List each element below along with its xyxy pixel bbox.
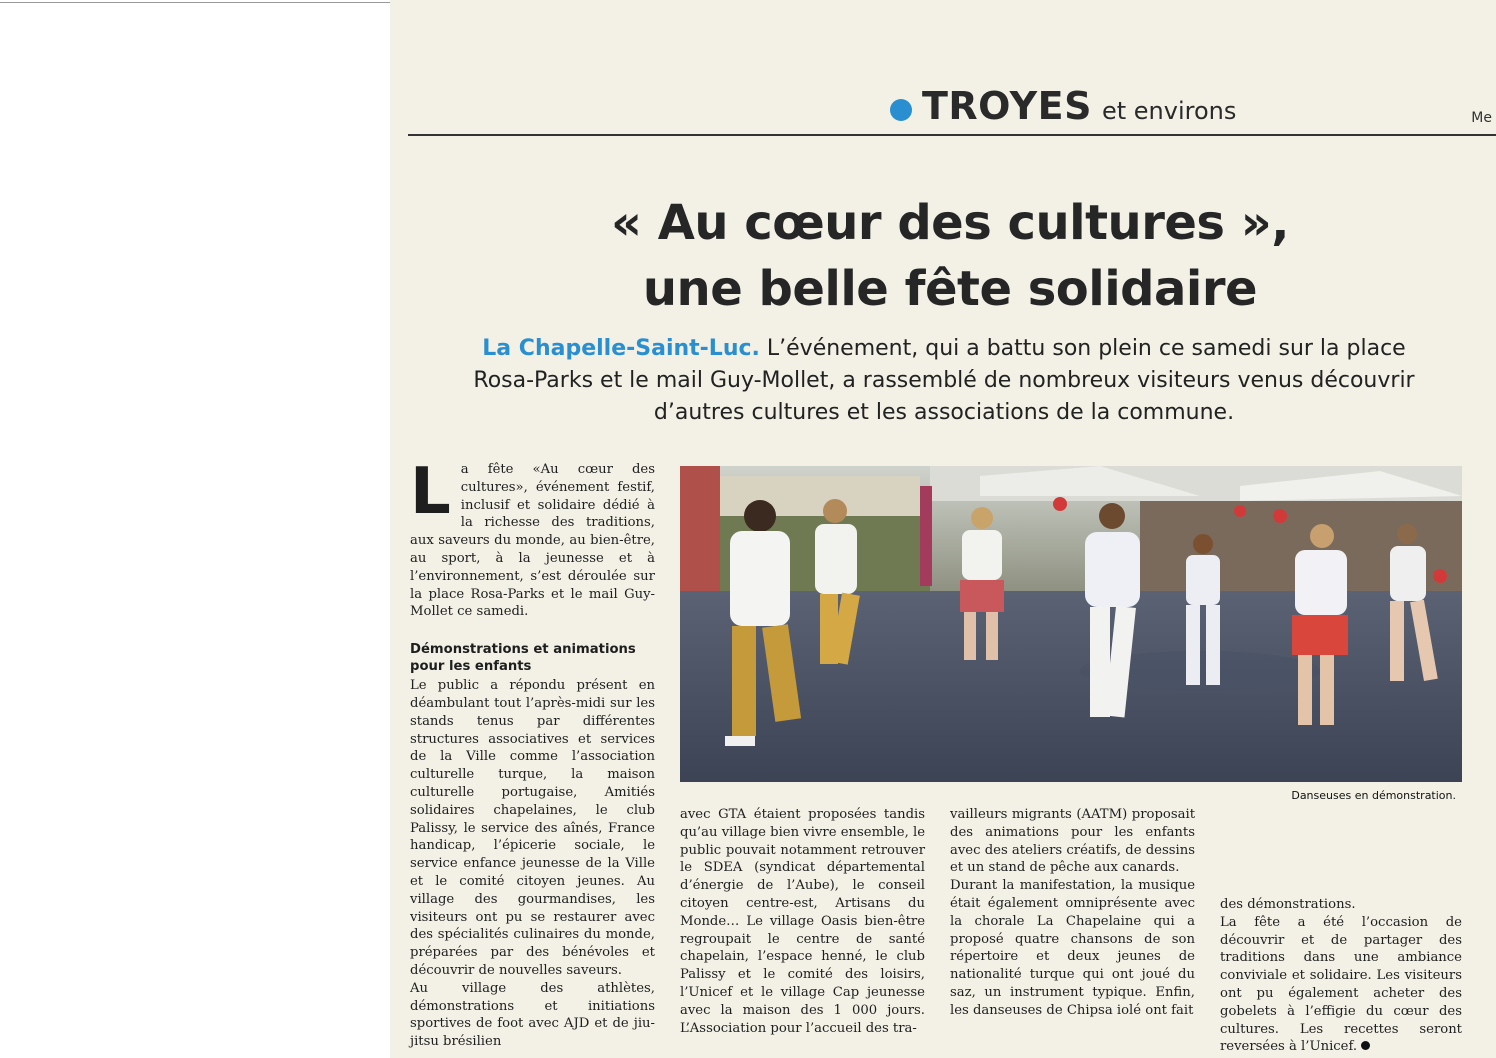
- dancers-photo-image: [680, 466, 1462, 782]
- closing-text: La fête a été l’occasion de découvrir et de partager des traditions dans une ambiance conviviale et solidaire. Les visiteurs ont pu également acheter des gobelets à l’effigie du cœur des cultures. Les recettes seront reversées à l’Unicef.: [1220, 914, 1462, 1055]
- header-rule: [408, 134, 1496, 136]
- article-lede: [414, 333, 1474, 429]
- drop-cap: L: [410, 455, 451, 529]
- article-column-3: [950, 806, 1195, 1020]
- article-subhead: Démonstrations et animations pour les enfants: [410, 642, 636, 675]
- newspaper-page: [390, 0, 1496, 1058]
- headline-line-1: « Au cœur des cultures »,: [611, 195, 1289, 251]
- column-2-paragraph: avec GTA étaient proposées tandis qu’au village bien vivre ensemble, le public pouvait notamment retrouver le SDEA (syndicat départemental d’énergie de l’Aube), le conseil citoyen centre-est, Artisans du Monde… Le village Oasis bien-être regroupait le centre de santé chapelain, l’espace henné, le club Palissy et le comité des loisirs, l’Unicef et le village Cap jeunesse avec la maison des 1 000 jours. L’Association pour l’accueil des tra-: [680, 807, 925, 1036]
- lede-line-1: [414, 333, 1474, 365]
- article-column-1: [410, 455, 655, 1051]
- section-title: TROYES: [922, 84, 1092, 128]
- column-3-paragraph-1: vailleurs migrants (AATM) proposait des animations pour les enfants avec des ateliers créatifs, de dessins et un stand de pêche aux canards.: [950, 807, 1195, 876]
- section-header: [890, 84, 1236, 134]
- page-edge-text: Me: [1471, 110, 1492, 126]
- lede-line-3: d’autres cultures et les associations de la commune.: [653, 400, 1235, 425]
- column-3-paragraph-2: Durant la manifestation, la musique était également omniprésente avec la chorale La Chapelaine qui a proposé quatre chansons de son répertoire et deux jeunes de nationalité turque qui ont joué du saz, un instrument typique. Enfin, les danseuses de Chipsa iolé ont fait: [950, 878, 1195, 1018]
- intro-text: a fête «Au cœur des cultures», événement festif, inclusif et solidaire dédié à la richesse des traditions, aux saveurs du monde, au bien-être, au sport, à la jeunesse et à l’environnement, s’est déroulée sur la place Rosa-Parks et le mail Guy-Mollet ce samedi.: [410, 462, 655, 620]
- lede-line-2: Rosa-Parks et le mail Guy-Mollet, a rassemblé de nombreux visiteurs venus découvrir: [473, 368, 1415, 393]
- column-1-paragraph-3: Au village des athlètes, démonstrations et initiations sportives de foot avec AJD et de jiu-jitsu brésilien: [410, 980, 655, 1050]
- photo-caption: Danseuses en démonstration.: [1291, 789, 1456, 802]
- article-column-2: [680, 806, 925, 1037]
- headline-line-2: une belle fête solidaire: [642, 261, 1258, 317]
- end-of-article-icon: [1361, 1041, 1370, 1050]
- intro-paragraph: [410, 455, 655, 621]
- article-photo: [680, 466, 1462, 782]
- section-bullet-icon: [890, 99, 912, 121]
- lede-location: La Chapelle-Saint-Luc.: [482, 336, 760, 361]
- scan-top-line: [0, 2, 390, 3]
- lede-text-1: L’événement, qui a battu son plein ce samedi sur la place: [766, 336, 1406, 361]
- column-4-paragraph-2: [1220, 914, 1462, 1056]
- column-1-paragraph-2: Le public a répondu présent en déambulant tout l’après-midi sur les stands tenus par différentes structures associatives et services de la Ville comme l’association culturelle turque, la maison culturelle portugaise, Amitiés solidaires chapelaines, le club Palissy, le service des aînés, France handicap, l’épicerie sociale, le service enfance jeunesse de la Ville et le comité citoyen jeunes. Au village des gourmandises, les visiteurs ont pu se restaurer avec des spécialités culinaires du monde, préparées par des bénévoles et découvrir de nouvelles saveurs.: [410, 678, 655, 978]
- article-headline: [450, 190, 1450, 322]
- article-column-4: [1220, 896, 1462, 1056]
- section-subtitle: et environs: [1101, 97, 1237, 125]
- column-4-paragraph-1: des démonstrations.: [1220, 897, 1356, 912]
